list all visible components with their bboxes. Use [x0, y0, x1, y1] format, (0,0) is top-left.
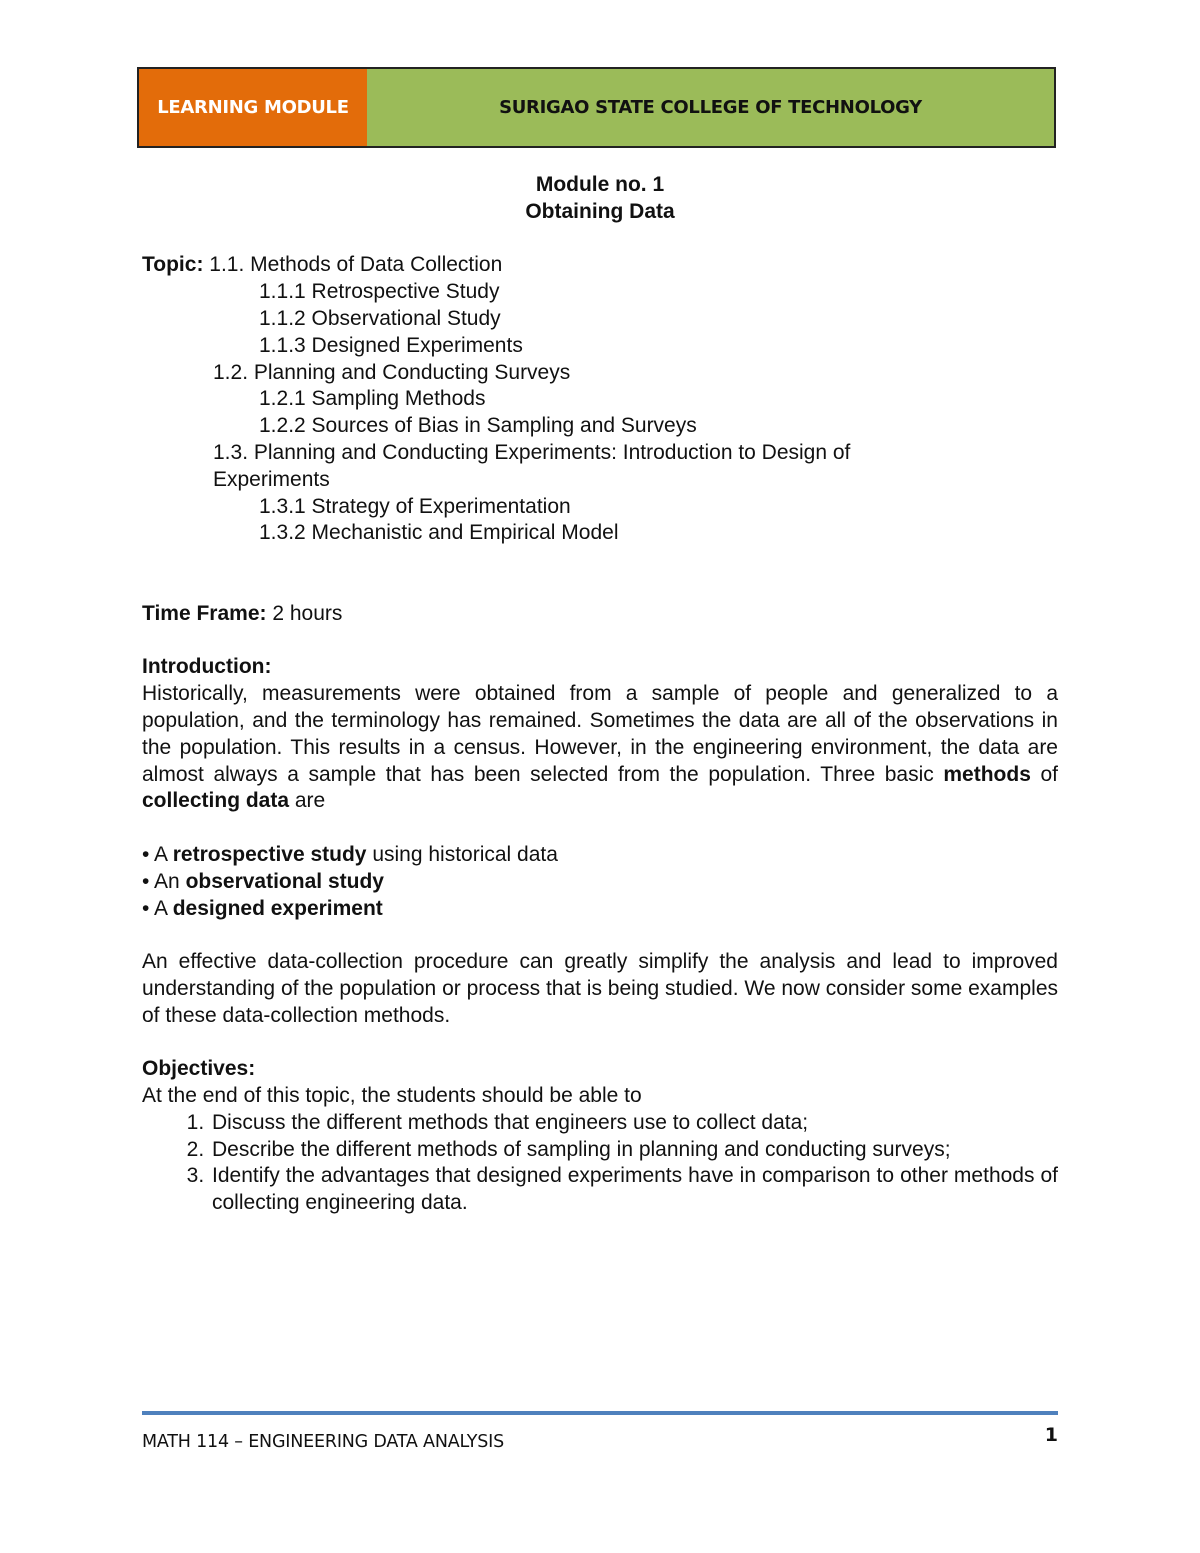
- objectives-lead: At the end of this topic, the students should be able to: [142, 1084, 642, 1108]
- bullet-prefix: • An: [142, 869, 180, 893]
- introduction-are: are: [294, 789, 326, 813]
- time-frame-value: 2 hours: [272, 601, 343, 625]
- bullet-bold: observational study: [185, 869, 384, 893]
- bullet-item: [142, 842, 1058, 869]
- introduction-paragraph: [142, 681, 1058, 815]
- bullet-item: [142, 869, 1058, 896]
- topic-item: 1.1.1 Retrospective Study: [259, 280, 500, 304]
- bullet-prefix: • A: [142, 896, 167, 920]
- introduction-of: of: [1040, 762, 1058, 786]
- topic-item: 1.3. Planning and Conducting Experiments: Introduction to Design of Experiments: [213, 440, 851, 491]
- page-content: [142, 172, 1058, 1217]
- topic-item: 1.3.1 Strategy of Experimentation: [259, 494, 571, 518]
- bullet-bold: retrospective study: [172, 842, 367, 866]
- learning-module-label: LEARNING MODULE: [139, 69, 367, 146]
- topic-line: [142, 252, 1058, 279]
- topic-item: 1.2.1 Sampling Methods: [259, 387, 486, 411]
- page-number: 1: [1044, 1424, 1058, 1446]
- introduction-text: Historically, measurements were obtained from a sample of people and generalized to a population, and the terminology has remained. Sometimes the data are all of the observations in the population. This results in a census. However, in the engineering environment, the data are almost always a sample that has been selected from the population. Three basic: [142, 682, 1058, 786]
- footer-course-title: MATH 114 – ENGINEERING DATA ANALYSIS: [142, 1432, 504, 1452]
- objective-item: 1. Discuss the different methods that engineers use to collect data;: [210, 1110, 1058, 1137]
- module-title: Obtaining Data: [525, 199, 675, 223]
- college-name-label: SURIGAO STATE COLLEGE OF TECHNOLOGY: [367, 69, 1054, 146]
- introduction-heading: Introduction:: [142, 655, 272, 679]
- bullet-prefix: • A: [142, 842, 167, 866]
- footer-rule: [142, 1411, 1058, 1415]
- time-frame-label: Time Frame:: [142, 601, 267, 625]
- objectives-heading: Objectives:: [142, 1057, 256, 1081]
- topic-item: 1.3.2 Mechanistic and Empirical Model: [259, 521, 619, 545]
- objectives-list: [142, 1110, 1058, 1217]
- bold-collecting-data: collecting data: [142, 789, 290, 813]
- introduction-paragraph-2: An effective data-collection procedure can greatly simplify the analysis and lead to improved understanding of the population or process that is being studied. We now consider some examples of these data-collection methods.: [142, 950, 1058, 1027]
- bullet-bold: designed experiment: [172, 896, 383, 920]
- topic-item: 1.2.2 Sources of Bias in Sampling and Surveys: [259, 414, 697, 438]
- topic-label: Topic:: [142, 253, 204, 277]
- module-number: Module no. 1: [535, 173, 665, 196]
- topic-item: 1.2. Planning and Conducting Surveys: [213, 360, 571, 384]
- time-frame-line: [142, 601, 1058, 628]
- bullet-item: [142, 896, 1058, 923]
- objective-item: 3. Identify the advantages that designed experiments have in comparison to other methods of collecting engineering data.: [210, 1163, 1058, 1217]
- bold-methods: methods: [943, 762, 1031, 786]
- module-header-banner: [137, 67, 1056, 148]
- bullet-suffix: using historical data: [372, 842, 558, 866]
- topic-item: 1.1.3 Designed Experiments: [259, 333, 523, 357]
- topic-item: 1.1.2 Observational Study: [259, 306, 501, 330]
- objective-item: 2. Describe the different methods of sampling in planning and conducting surveys;: [210, 1137, 1058, 1164]
- topic-first: 1.1. Methods of Data Collection: [209, 253, 503, 277]
